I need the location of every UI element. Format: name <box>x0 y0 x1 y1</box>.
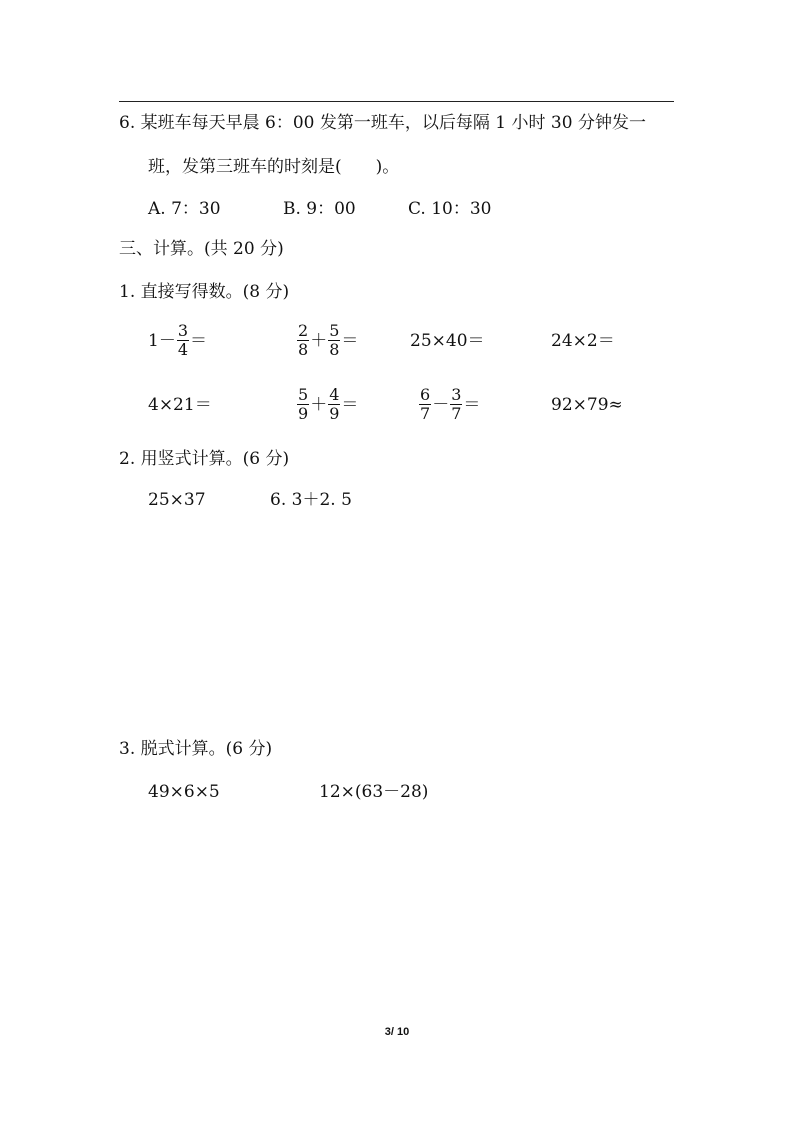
stepwise-calc-1: 49×6×5 <box>148 782 220 802</box>
fraction <box>177 322 189 359</box>
operator: ＋ <box>310 394 328 415</box>
equals: ＝ <box>463 394 481 415</box>
section-3-title: 三、计算。(共 20 分) <box>119 239 284 259</box>
numerator: 5 <box>298 385 309 404</box>
expr-25x40: 25×40＝ <box>410 331 485 351</box>
fraction <box>297 386 309 423</box>
question-6-line-1: 6. 某班车每天早晨 6：00 发第一班车，以后每隔 1 小时 30 分钟发一 <box>119 113 646 133</box>
numerator: 3 <box>451 385 462 404</box>
fraction <box>419 386 431 423</box>
denominator: 8 <box>298 340 309 359</box>
operator: ＋ <box>310 330 328 351</box>
numerator: 5 <box>329 321 340 340</box>
option-a: A. 7：30 <box>148 199 221 219</box>
vertical-calc-1: 25×37 <box>148 490 206 510</box>
operator: － <box>432 394 450 415</box>
expr-2-8-plus-5-8 <box>296 322 358 359</box>
fraction <box>450 386 462 423</box>
equals: ＝ <box>341 394 359 415</box>
top-rule <box>119 101 674 102</box>
denominator: 9 <box>298 404 309 423</box>
expr-24x2: 24×2＝ <box>551 331 615 351</box>
option-c: C. 10：30 <box>408 199 492 219</box>
fraction <box>328 386 340 423</box>
numerator: 3 <box>177 321 189 340</box>
stepwise-calc-2: 12×(63－28) <box>319 782 429 802</box>
denominator: 7 <box>451 404 462 423</box>
page-number: 3/ 10 <box>384 1026 410 1038</box>
part-1-title: 1. 直接写得数。(8 分) <box>119 282 290 302</box>
fraction <box>328 322 340 359</box>
equals: ＝ <box>190 330 208 351</box>
part-3-title: 3. 脱式计算。(6 分) <box>119 739 273 759</box>
denominator: 9 <box>329 404 340 423</box>
expr-92x79: 92×79≈ <box>551 395 623 415</box>
equals: ＝ <box>341 330 359 351</box>
fraction <box>297 322 309 359</box>
expr-5-9-plus-4-9 <box>296 386 358 423</box>
numerator: 2 <box>298 321 309 340</box>
denominator: 4 <box>177 340 189 359</box>
numerator: 6 <box>420 385 431 404</box>
denominator: 8 <box>329 340 340 359</box>
option-b: B. 9：00 <box>283 199 356 219</box>
denominator: 7 <box>420 404 431 423</box>
expr-1-minus-3-4 <box>148 322 207 359</box>
numerator: 4 <box>329 385 340 404</box>
expr-4x21: 4×21＝ <box>148 395 212 415</box>
expr-lead: 1－ <box>148 330 176 351</box>
expr-6-7-minus-3-7 <box>418 386 480 423</box>
part-2-title: 2. 用竖式计算。(6 分) <box>119 449 290 469</box>
question-6-line-2: 班，发第三班车的时刻是( )。 <box>148 157 400 177</box>
vertical-calc-2: 6. 3＋2. 5 <box>270 490 352 510</box>
